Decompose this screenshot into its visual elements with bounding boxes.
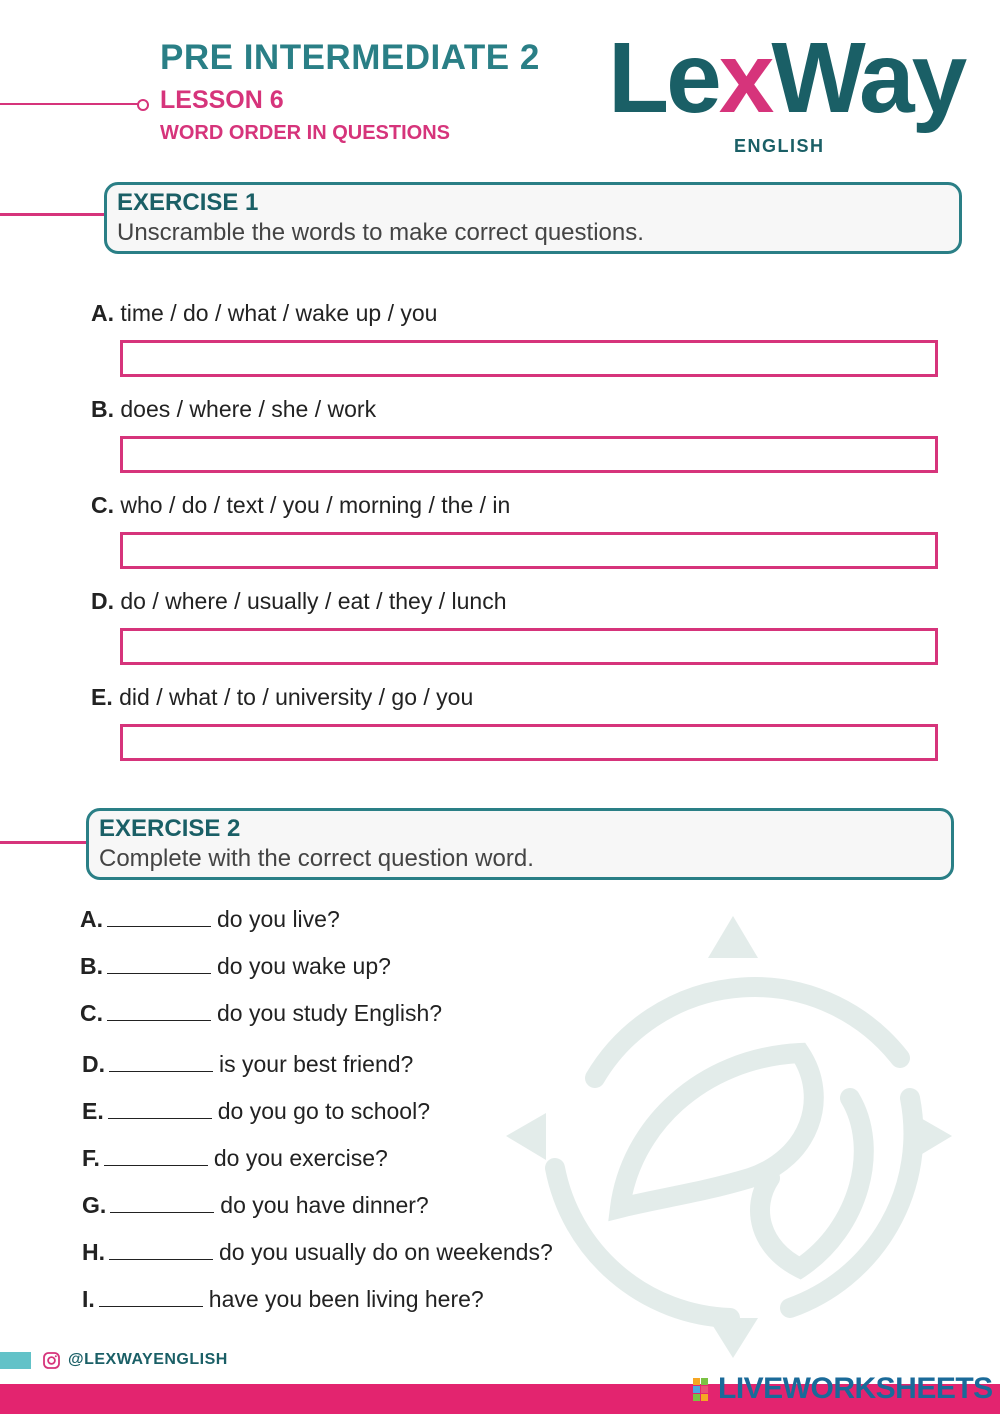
lexway-logo-subtitle: ENGLISH [734,136,825,156]
ex2-blank-b[interactable] [107,953,211,974]
header-divider-dot [137,99,149,111]
ex2-item-i: I. have you been living here? [82,1286,484,1312]
footer-accent-block [0,1352,31,1369]
ex2-blank-d[interactable] [109,1051,213,1072]
ex2-item-d: D. is your best friend? [82,1051,414,1077]
lesson-label: LESSON 6 [160,86,284,114]
exercise2-accent-line [0,841,90,844]
course-title: PRE INTERMEDIATE 2 [160,38,540,77]
exercise1-header [104,182,962,254]
ex2-blank-e[interactable] [108,1098,212,1119]
header-divider [0,103,140,105]
exercise2-instruction: Complete with the correct question word. [99,845,534,872]
ex2-blank-a[interactable] [107,906,211,927]
exercise2-title: EXERCISE 2 [99,815,241,842]
ex1-answer-input-e[interactable] [120,724,938,761]
ex2-item-e: E. do you go to school? [82,1098,431,1124]
ex1-item-d: D. do / where / usually / eat / they / lunch [91,588,507,614]
ex1-answer-input-b[interactable] [120,436,938,473]
lexway-logo: LexWay [608,22,965,134]
ex1-item-e: E. did / what / to / university / go / you [91,684,474,710]
ex2-blank-g[interactable] [110,1192,214,1213]
ex2-blank-c[interactable] [107,1000,211,1021]
ex2-item-b: B. do you wake up? [80,953,391,979]
ex1-answer-input-c[interactable] [120,532,938,569]
liveworksheets-logo-icon [693,1378,717,1404]
ex2-blank-h[interactable] [109,1239,213,1260]
ex1-item-a: A. time / do / what / wake up / you [91,300,438,326]
ex1-answer-input-a[interactable] [120,340,938,377]
ex2-item-g: G. do you have dinner? [82,1192,429,1218]
ex1-item-c: C. who / do / text / you / morning / the / in [91,492,511,518]
social-handle[interactable]: @LEXWAYENGLISH [68,1351,228,1368]
instagram-icon[interactable] [43,1352,60,1369]
lesson-topic: WORD ORDER IN QUESTIONS [160,122,451,144]
exercise1-instruction: Unscramble the words to make correct questions. [117,219,644,246]
ex2-blank-i[interactable] [99,1286,203,1307]
exercise1-title: EXERCISE 1 [117,189,259,216]
ex2-item-h: H. do you usually do on weekends? [82,1239,553,1265]
compass-watermark-icon [500,908,960,1368]
liveworksheets-brand[interactable]: LIVEWORKSHEETS [718,1372,993,1405]
exercise2-header [86,808,954,880]
ex2-item-f: F. do you exercise? [82,1145,388,1171]
exercise1-accent-line [0,213,108,216]
ex2-item-c: C. do you study English? [80,1000,443,1026]
ex1-item-b: B. does / where / she / work [91,396,377,422]
ex1-answer-input-d[interactable] [120,628,938,665]
ex2-item-a: A. do you live? [80,906,340,932]
ex2-blank-f[interactable] [104,1145,208,1166]
